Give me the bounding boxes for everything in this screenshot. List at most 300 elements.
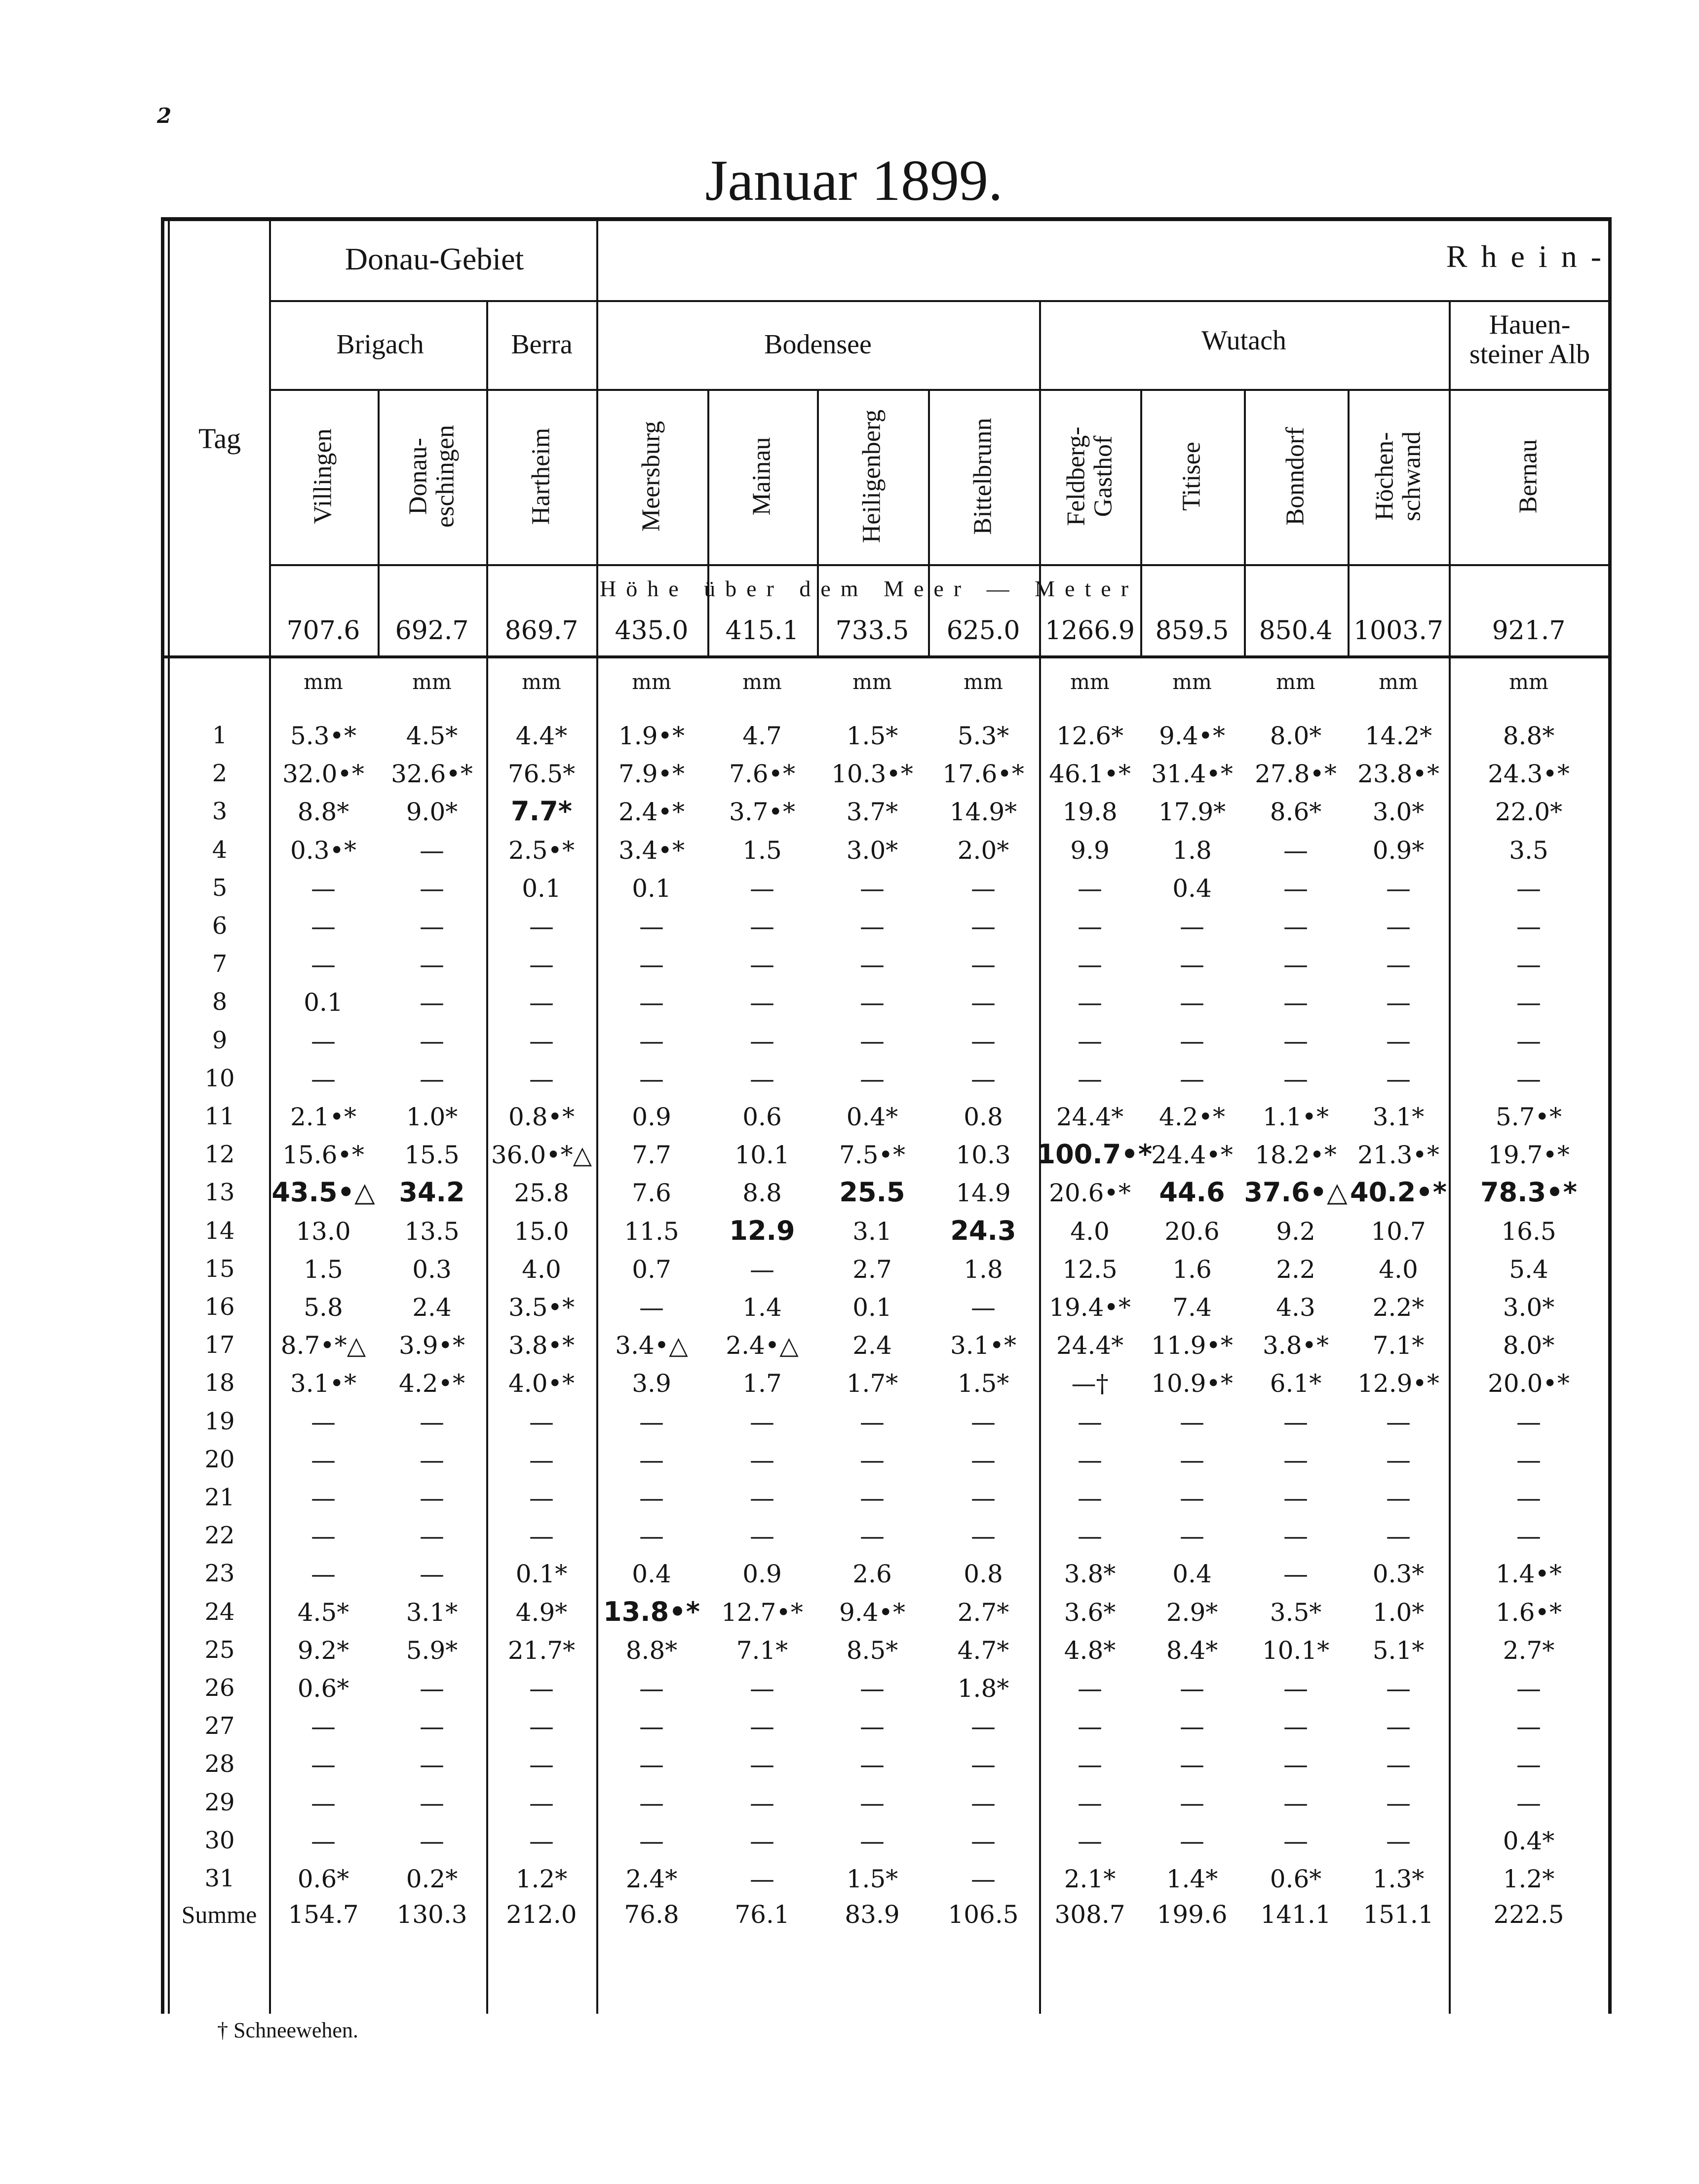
value-cell: —	[750, 1674, 774, 1703]
value-cell: 32.6•*	[391, 760, 473, 788]
value-cell: —	[1180, 1065, 1204, 1093]
value-cell: —	[750, 1408, 774, 1436]
value-cell: —	[971, 1484, 996, 1512]
station-villingen: Villingen	[309, 428, 337, 524]
value-cell: —	[860, 912, 885, 941]
value-cell: 2.1*	[1064, 1865, 1116, 1893]
value-cell: 24.4*	[1056, 1103, 1124, 1131]
value-cell: —	[971, 988, 996, 1017]
day-number: 21	[204, 1484, 235, 1511]
value-cell: 9.9	[1070, 836, 1110, 865]
value-cell: 19.8	[1062, 798, 1118, 826]
value-cell: 1.4	[742, 1293, 782, 1322]
value-cell: 25.5	[839, 1177, 905, 1208]
value-cell: —	[1386, 1789, 1411, 1817]
value-cell: —	[1078, 1484, 1102, 1512]
station-sep	[707, 389, 709, 655]
value-cell: —	[1180, 950, 1204, 979]
value-cell: 0.9	[742, 1560, 782, 1588]
value-cell: 12.9	[729, 1215, 795, 1246]
value-cell: —	[529, 1750, 554, 1779]
height-bonndorf: 850.4	[1259, 616, 1333, 646]
group-berra: Berra	[511, 329, 573, 360]
value-cell: —	[971, 912, 996, 941]
value-cell: —	[1386, 1827, 1411, 1855]
value-cell: 31.4•*	[1151, 760, 1233, 788]
value-cell: —	[1516, 912, 1541, 941]
summe-label: Summe	[181, 1901, 257, 1928]
value-cell: 0.4	[632, 1560, 671, 1588]
value-cell: 0.6*	[297, 1674, 349, 1703]
value-cell: —	[1516, 1408, 1541, 1436]
summe-cell: 222.5	[1493, 1900, 1564, 1929]
value-cell: —	[1516, 1027, 1541, 1055]
value-cell: —	[1386, 1674, 1411, 1703]
page-number: 2	[157, 104, 172, 128]
station-bernau: Bernau	[1514, 439, 1543, 514]
value-cell: —	[1516, 874, 1541, 903]
value-cell: 4.2•*	[1158, 1103, 1225, 1131]
value-cell: —	[860, 1827, 885, 1855]
day-number: 15	[204, 1255, 235, 1283]
height-heiligenberg: 733.5	[835, 616, 909, 646]
day-number: 8	[212, 988, 228, 1016]
unit-label: mm	[1172, 670, 1212, 694]
header-rule-2	[269, 389, 1609, 391]
height-hoechenschwand: 1003.7	[1353, 616, 1443, 646]
value-cell: —	[1180, 988, 1204, 1017]
value-cell: —	[311, 1827, 336, 1855]
value-cell: 2.5•*	[508, 836, 575, 865]
value-cell: 13.8•*	[603, 1596, 700, 1627]
unit-label: mm	[412, 670, 452, 694]
value-cell: —	[750, 1750, 774, 1779]
value-cell: 3.5*	[1270, 1598, 1322, 1627]
value-cell: 1.0*	[406, 1103, 458, 1131]
value-cell: —	[750, 1827, 774, 1855]
value-cell: 46.1•*	[1049, 760, 1131, 788]
value-cell: 0.4*	[1503, 1827, 1555, 1855]
value-cell: 2.7*	[1503, 1636, 1555, 1665]
value-cell: —	[1516, 1674, 1541, 1703]
value-cell: —	[1386, 1750, 1411, 1779]
station-heiligenberg: Heiligenberg	[857, 409, 886, 543]
value-cell: 3.1*	[1372, 1103, 1425, 1131]
header-rule-1	[269, 300, 1609, 302]
value-cell: —	[529, 988, 554, 1017]
hoehe-label: Höhe über dem Meer — Meter	[600, 576, 1138, 601]
value-cell: 3.4•△	[615, 1331, 688, 1360]
value-cell: 3.8•*	[508, 1331, 575, 1360]
value-cell: —	[420, 836, 444, 865]
value-cell: —	[750, 988, 774, 1017]
value-cell: —	[860, 1027, 885, 1055]
value-cell: 8.0*	[1503, 1331, 1555, 1360]
value-cell: —	[860, 1446, 885, 1474]
value-cell: 3.4•*	[618, 836, 685, 865]
value-cell: 1.5	[742, 836, 782, 865]
value-cell: 20.0•*	[1488, 1369, 1570, 1398]
value-cell: 1.9•*	[618, 722, 685, 750]
value-cell: 1.4*	[1166, 1865, 1218, 1893]
value-cell: 37.6•△	[1244, 1177, 1348, 1208]
value-cell: 34.2	[399, 1177, 465, 1208]
value-cell: —	[1516, 1522, 1541, 1550]
value-cell: —	[639, 1484, 664, 1512]
value-cell: —	[420, 988, 444, 1017]
value-cell: —	[1180, 1750, 1204, 1779]
right-frame	[1608, 217, 1612, 2014]
value-cell: —	[420, 874, 444, 903]
value-cell: —	[529, 950, 554, 979]
day-number: 6	[212, 912, 228, 940]
day-number: 20	[204, 1446, 235, 1473]
summe-cell: 199.6	[1157, 1900, 1228, 1929]
summe-cell: 76.1	[734, 1900, 790, 1929]
unit-label: mm	[1276, 670, 1315, 694]
value-cell: 1.5	[304, 1255, 343, 1284]
value-cell: 0.3•*	[290, 836, 356, 865]
value-cell: 3.9•*	[398, 1331, 465, 1360]
value-cell: —	[420, 1827, 444, 1855]
day-number: 31	[204, 1865, 235, 1892]
value-cell: 7.9•*	[618, 760, 685, 788]
value-cell: —	[1078, 874, 1102, 903]
value-cell: 3.1	[852, 1217, 892, 1246]
value-cell: 15.0	[514, 1217, 569, 1246]
value-cell: —	[1386, 1522, 1411, 1550]
value-cell: 100.7•*	[1037, 1139, 1153, 1170]
unit-label: mm	[522, 670, 561, 694]
value-cell: 5.4	[1509, 1255, 1548, 1284]
value-cell: 16.5	[1501, 1217, 1556, 1246]
summe-cell: 212.0	[506, 1900, 577, 1929]
value-cell: —	[971, 1293, 996, 1322]
group-brigach: Brigach	[336, 329, 424, 360]
value-cell: —	[860, 1750, 885, 1779]
day-number: 12	[204, 1141, 235, 1168]
value-cell: 78.3•*	[1480, 1177, 1577, 1208]
height-bernau: 921.7	[1492, 616, 1566, 646]
value-cell: —	[1283, 836, 1308, 865]
value-cell: 0.6*	[1270, 1865, 1322, 1893]
value-cell: 0.1	[522, 874, 561, 903]
value-cell: —	[1283, 950, 1308, 979]
value-cell: —	[420, 1065, 444, 1093]
station-sep	[1348, 389, 1350, 655]
value-cell: 2.2	[1276, 1255, 1315, 1284]
unit-label: mm	[1070, 670, 1110, 694]
value-cell: 0.4	[1172, 1560, 1212, 1588]
value-cell: —	[1386, 912, 1411, 941]
value-cell: —	[1283, 1446, 1308, 1474]
value-cell: —	[750, 1446, 774, 1474]
value-cell: —	[639, 1789, 664, 1817]
value-cell: —	[1180, 1712, 1204, 1741]
value-cell: 0.3	[412, 1255, 452, 1284]
value-cell: 20.6	[1164, 1217, 1220, 1246]
value-cell: —	[1386, 1712, 1411, 1741]
value-cell: —	[860, 874, 885, 903]
value-cell: —	[639, 1827, 664, 1855]
value-cell: —	[1078, 1712, 1102, 1741]
value-cell: —	[971, 950, 996, 979]
unit-label: mm	[1509, 670, 1548, 694]
value-cell: 2.0*	[957, 836, 1009, 865]
day-number: 28	[204, 1750, 235, 1778]
value-cell: —	[1078, 1522, 1102, 1550]
value-cell: —	[1078, 1065, 1102, 1093]
group-hauensteiner-alb: Hauen- steiner Alb	[1469, 309, 1590, 370]
value-cell: —	[529, 1712, 554, 1741]
value-cell: —	[1180, 1674, 1204, 1703]
day-number: 23	[204, 1560, 235, 1587]
value-cell: 12.6*	[1056, 722, 1124, 750]
value-cell: —	[750, 1789, 774, 1817]
value-cell: 17.6•*	[942, 760, 1024, 788]
value-cell: —	[750, 1865, 774, 1893]
value-cell: 0.1	[852, 1293, 892, 1322]
day-number: 9	[212, 1027, 228, 1054]
value-cell: —	[1386, 1408, 1411, 1436]
value-cell: —	[860, 1408, 885, 1436]
value-cell: —	[420, 1674, 444, 1703]
left-frame	[161, 217, 164, 2014]
value-cell: 1.2*	[515, 1865, 568, 1893]
value-cell: 1.1•*	[1262, 1103, 1329, 1131]
value-cell: —	[1180, 1522, 1204, 1550]
value-cell: —	[750, 950, 774, 979]
value-cell: 0.2*	[406, 1865, 458, 1893]
value-cell: —	[1283, 1522, 1308, 1550]
value-cell: —	[639, 988, 664, 1017]
value-cell: —	[311, 912, 336, 941]
value-cell: 8.6*	[1270, 798, 1322, 826]
value-cell: 0.8	[964, 1560, 1003, 1588]
day-number: 7	[212, 950, 228, 978]
summe-cell: 76.8	[624, 1900, 679, 1929]
value-cell: 0.1*	[515, 1560, 568, 1588]
value-cell: —	[420, 912, 444, 941]
value-cell: —	[1516, 1712, 1541, 1741]
summe-cell: 106.5	[948, 1900, 1019, 1929]
value-cell: 25.8	[514, 1179, 569, 1207]
value-cell: 4.8*	[1064, 1636, 1116, 1665]
table-top-rule	[161, 217, 1609, 221]
value-cell: 4.0	[522, 1255, 561, 1284]
value-cell: 1.0*	[1372, 1598, 1425, 1627]
value-cell: —	[750, 912, 774, 941]
value-cell: —	[860, 1674, 885, 1703]
station-sep	[378, 389, 380, 655]
value-cell: 2.9*	[1166, 1598, 1218, 1627]
value-cell: —	[971, 1065, 996, 1093]
day-number: 13	[204, 1179, 235, 1206]
value-cell: 32.0•*	[282, 760, 364, 788]
value-cell: —	[420, 950, 444, 979]
value-cell: —	[750, 874, 774, 903]
value-cell: 24.3•*	[1488, 760, 1570, 788]
value-cell: 2.4•△	[726, 1331, 799, 1360]
value-cell: 2.6	[852, 1560, 892, 1588]
value-cell: —	[311, 1408, 336, 1436]
unit-label: mm	[304, 670, 343, 694]
value-cell: 2.4	[412, 1293, 452, 1322]
value-cell: 7.7*	[511, 796, 572, 827]
value-cell: 3.1*	[406, 1598, 458, 1627]
value-cell: 0.1	[304, 988, 343, 1017]
station-hoechenschwand: Höchen- schwand	[1370, 431, 1426, 521]
value-cell: —	[750, 1255, 774, 1284]
header-rule-3	[269, 564, 1609, 566]
value-cell: —	[1516, 1750, 1541, 1779]
value-cell: —	[1386, 1027, 1411, 1055]
value-cell: 1.5*	[957, 1369, 1009, 1398]
value-cell: —	[311, 1522, 336, 1550]
value-cell: 1.8	[1172, 836, 1212, 865]
station-mainau: Mainau	[747, 437, 776, 516]
value-cell: —	[971, 1750, 996, 1779]
height-donaueschingen: 692.7	[395, 616, 469, 646]
station-sep	[817, 389, 819, 655]
value-cell: —	[1283, 1789, 1308, 1817]
value-cell: 0.6*	[297, 1865, 349, 1893]
station-meersburg: Meersburg	[637, 421, 665, 532]
height-meersburg: 435.0	[615, 616, 689, 646]
value-cell: —	[1386, 1446, 1411, 1474]
value-cell: 40.2•*	[1350, 1177, 1447, 1208]
value-cell: —	[1180, 1789, 1204, 1817]
region-rhein: R h e i n -	[1446, 239, 1604, 274]
height-mainau: 415.1	[725, 616, 799, 646]
value-cell: 2.7*	[957, 1598, 1009, 1627]
value-cell: 1.7*	[846, 1369, 898, 1398]
value-cell: 8.0*	[1270, 722, 1322, 750]
value-cell: —	[1078, 1408, 1102, 1436]
value-cell: —	[1386, 988, 1411, 1017]
value-cell: —	[971, 1522, 996, 1550]
value-cell: 8.8*	[1503, 722, 1555, 750]
value-cell: —	[639, 1522, 664, 1550]
value-cell: —	[1078, 1789, 1102, 1817]
value-cell: —	[420, 1789, 444, 1817]
value-cell: —	[1283, 1484, 1308, 1512]
station-titisee: Titisee	[1177, 442, 1206, 511]
value-cell: 5.7•*	[1495, 1103, 1562, 1131]
value-cell: 0.9	[632, 1103, 671, 1131]
station-bittelbrunn: Bittelbrunn	[968, 418, 997, 535]
value-cell: —	[860, 1065, 885, 1093]
value-cell: —	[860, 950, 885, 979]
left-frame-inner	[168, 217, 170, 2014]
value-cell: —	[971, 1712, 996, 1741]
footnote: † Schneewehen.	[217, 2018, 358, 2042]
value-cell: —	[1283, 1827, 1308, 1855]
value-cell: 3.5	[1509, 836, 1548, 865]
value-cell: 10.3	[956, 1141, 1011, 1169]
value-cell: —	[750, 1065, 774, 1093]
tag-header: Tag	[198, 422, 241, 455]
station-bonndorf: Bonndorf	[1281, 427, 1310, 526]
value-cell: 9.2*	[297, 1636, 349, 1665]
value-cell: —	[420, 1484, 444, 1512]
day-number: 19	[204, 1408, 235, 1435]
value-cell: —	[639, 1674, 664, 1703]
value-cell: 8.8	[742, 1179, 782, 1207]
value-cell: 9.4•*	[1158, 722, 1225, 750]
value-cell: —	[971, 874, 996, 903]
value-cell: —	[639, 1408, 664, 1436]
value-cell: 4.4*	[515, 722, 568, 750]
value-cell: —	[750, 1522, 774, 1550]
value-cell: 9.0*	[406, 798, 458, 826]
station-sep	[1244, 389, 1246, 655]
day-number: 4	[212, 836, 228, 864]
value-cell: 0.9*	[1372, 836, 1425, 865]
value-cell: —	[1078, 1827, 1102, 1855]
value-cell: —	[639, 1027, 664, 1055]
value-cell: —	[311, 1789, 336, 1817]
value-cell: —	[1386, 874, 1411, 903]
value-cell: —	[420, 1560, 444, 1588]
station-sep	[928, 389, 930, 655]
value-cell: 10.1*	[1262, 1636, 1330, 1665]
value-cell: —	[1180, 912, 1204, 941]
value-cell: 1.3*	[1372, 1865, 1425, 1893]
value-cell: —	[971, 1865, 996, 1893]
value-cell: 0.8	[964, 1103, 1003, 1131]
height-feldberg-gasthof: 1266.9	[1045, 616, 1135, 646]
value-cell: 3.0*	[1372, 798, 1425, 826]
value-cell: —	[311, 874, 336, 903]
value-cell: —	[971, 1027, 996, 1055]
value-cell: 3.5•*	[508, 1293, 575, 1322]
value-cell: —	[1283, 1408, 1308, 1436]
value-cell: —	[1283, 1027, 1308, 1055]
value-cell: —	[971, 1446, 996, 1474]
value-cell: 3.1•*	[950, 1331, 1016, 1360]
value-cell: 11.9•*	[1151, 1331, 1233, 1360]
value-cell: 1.4•*	[1495, 1560, 1562, 1588]
value-cell: 2.4	[852, 1331, 892, 1360]
value-cell: —	[1386, 1484, 1411, 1512]
value-cell: 21.3•*	[1357, 1141, 1439, 1169]
day-number: 25	[204, 1636, 235, 1664]
value-cell: —	[1516, 1065, 1541, 1093]
day-number: 26	[204, 1674, 235, 1702]
value-cell: 8.8*	[625, 1636, 678, 1665]
value-cell: 14.9*	[949, 798, 1017, 826]
value-cell: 12.7•*	[721, 1598, 803, 1627]
value-cell: 3.8*	[1064, 1560, 1116, 1588]
value-cell: 1.5*	[846, 1865, 898, 1893]
value-cell: 2.1•*	[290, 1103, 356, 1131]
value-cell: —†	[1071, 1369, 1109, 1398]
value-cell: —	[750, 1027, 774, 1055]
value-cell: —	[311, 1560, 336, 1588]
station-feldberg-gasthof: Feldberg- Gasthof	[1062, 426, 1117, 526]
value-cell: 22.0*	[1495, 798, 1563, 826]
value-cell: 7.4	[1172, 1293, 1212, 1322]
value-cell: —	[639, 1750, 664, 1779]
value-cell: 7.6	[632, 1179, 671, 1207]
value-cell: 3.0*	[1503, 1293, 1555, 1322]
value-cell: 10.3•*	[831, 760, 913, 788]
value-cell: 8.8*	[297, 798, 349, 826]
value-cell: —	[1386, 950, 1411, 979]
value-cell: —	[420, 1027, 444, 1055]
value-cell: —	[860, 1789, 885, 1817]
